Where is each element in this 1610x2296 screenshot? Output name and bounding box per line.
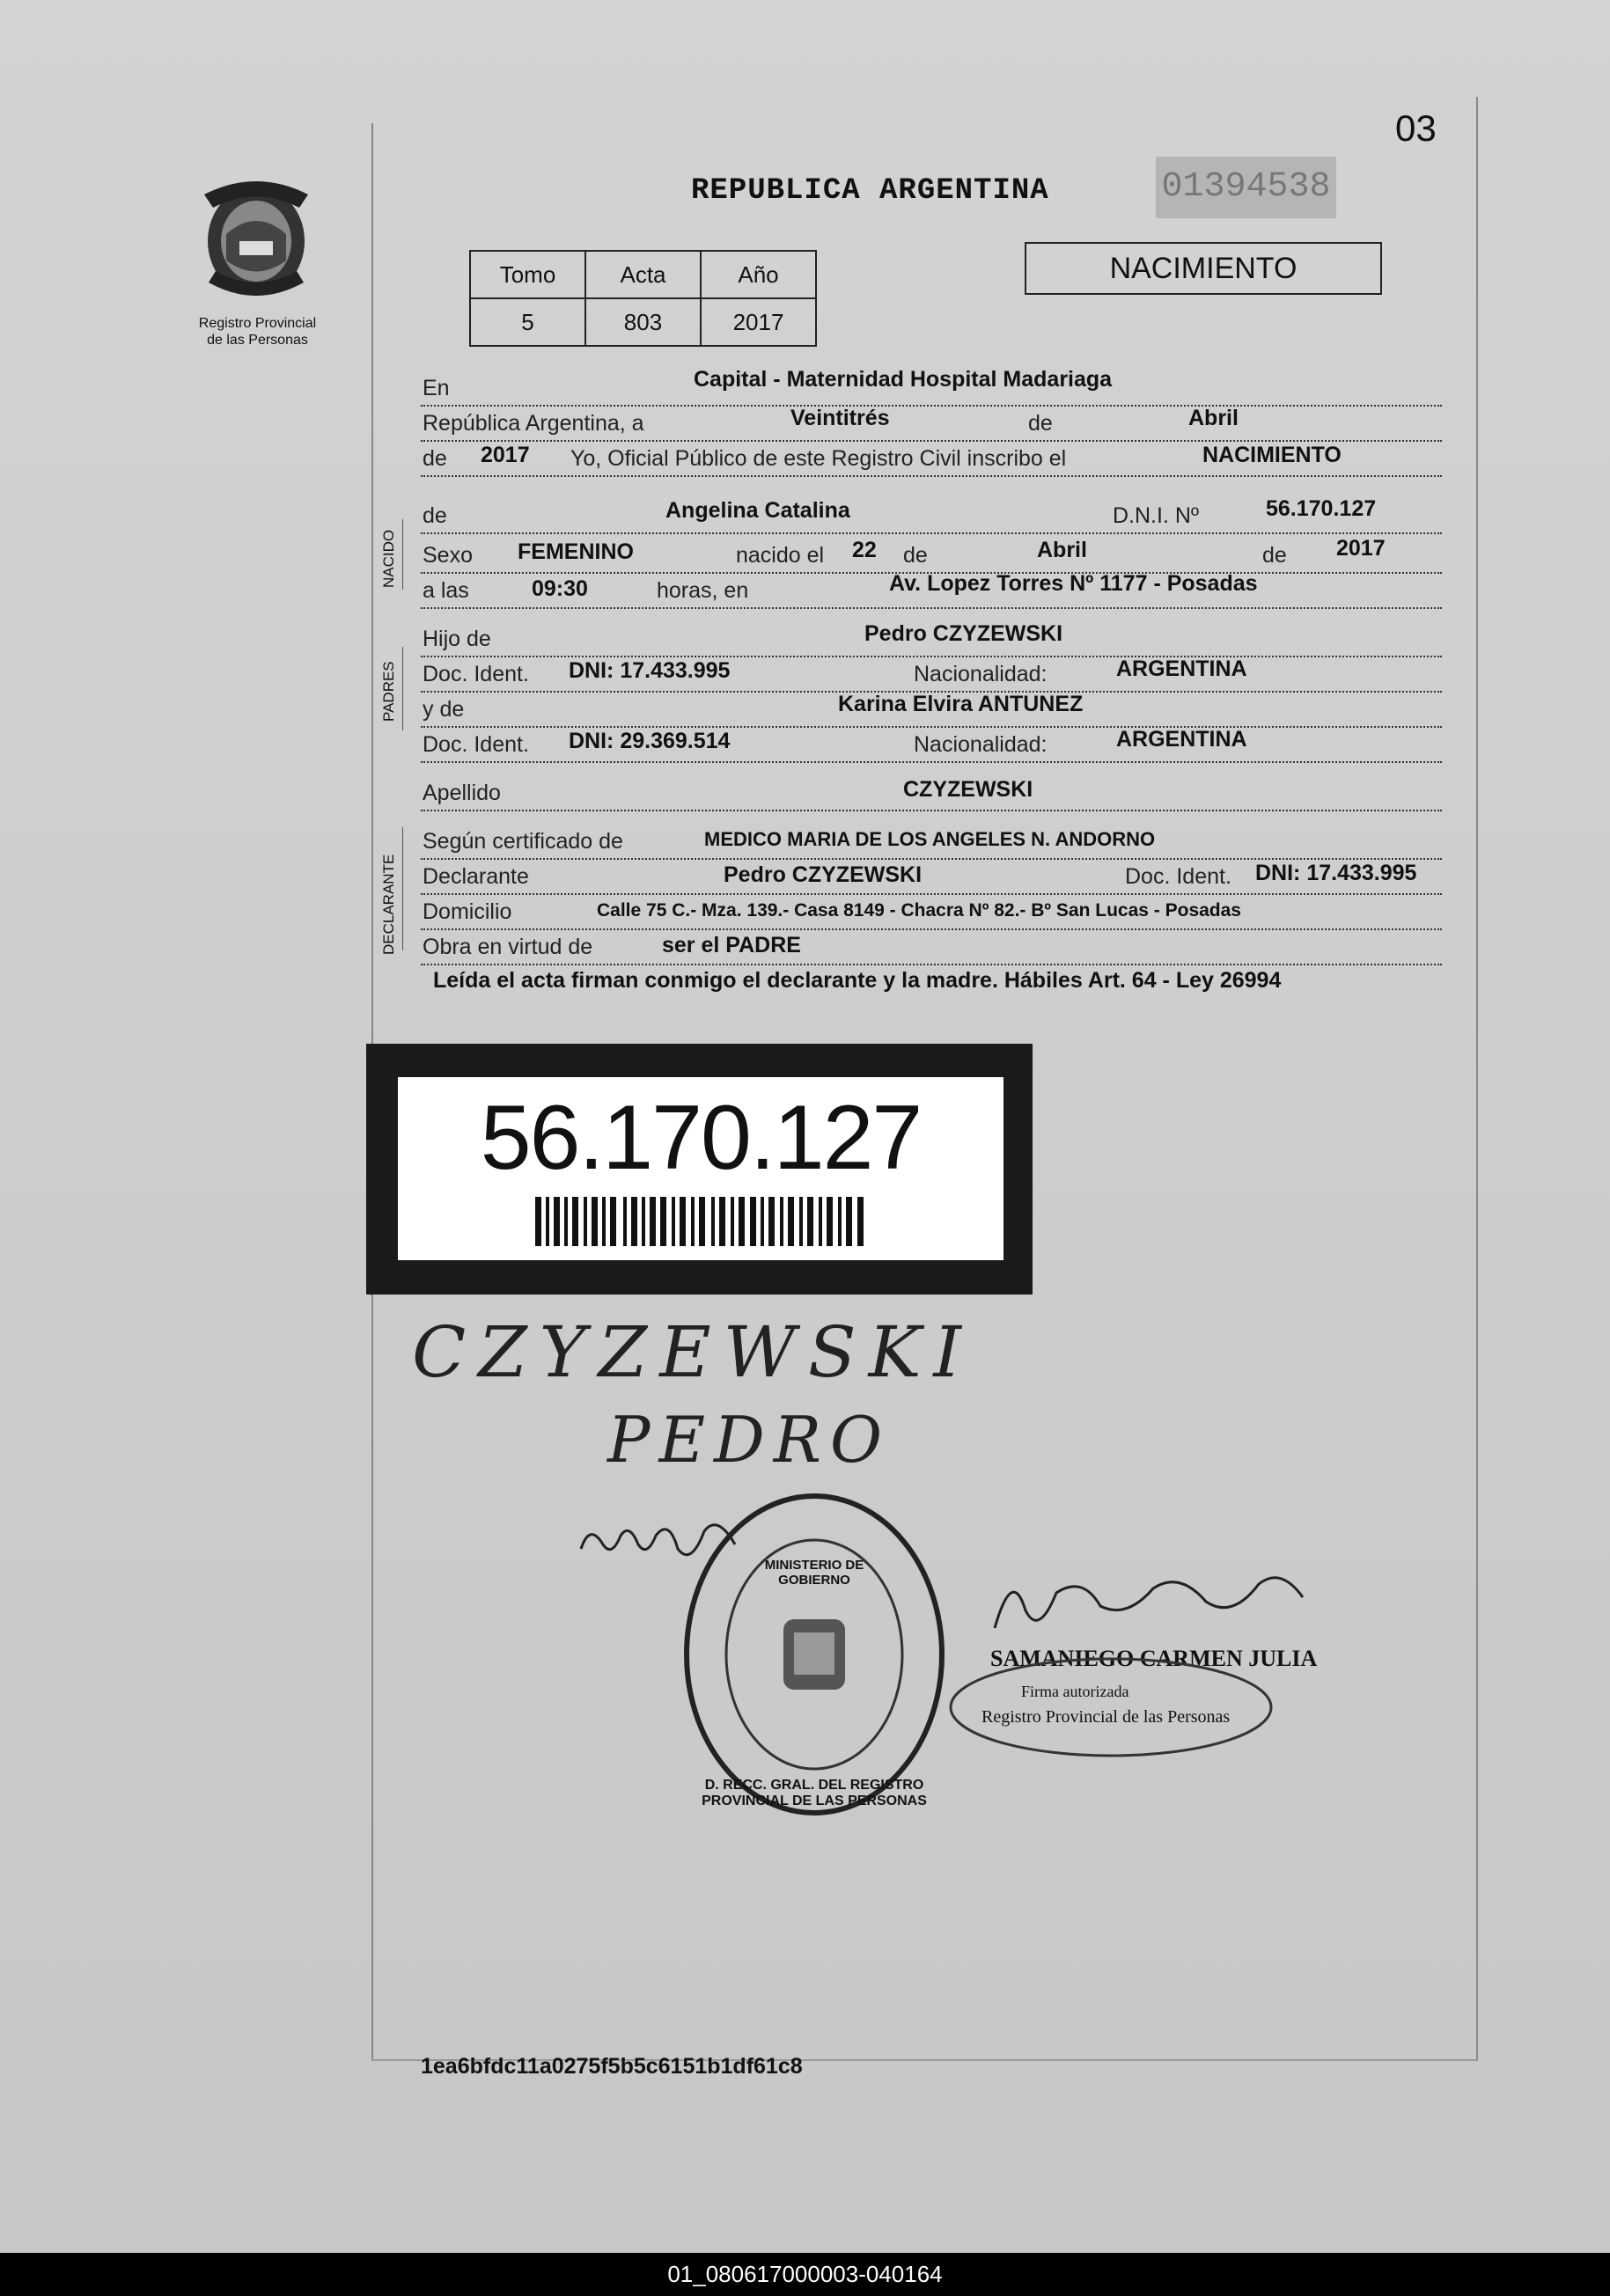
provincia-emblem-icon (195, 172, 317, 304)
alas-label: a las (423, 578, 469, 603)
barcode-panel (398, 1077, 1003, 1260)
nombre-value: Angelina Catalina (665, 498, 850, 523)
padre-value: Pedro CZYZEWSKI (864, 621, 1063, 646)
row-obra (421, 928, 1442, 965)
padre-doc-label: Doc. Ident. (423, 662, 529, 686)
row-madre-doc (421, 726, 1442, 763)
row-apellido (421, 774, 1442, 811)
hijo-label: Hijo de (423, 627, 491, 651)
frame-right-line (1476, 97, 1478, 2059)
horas-en-label: horas, en (657, 578, 749, 603)
madre-doc-label: Doc. Ident. (423, 732, 529, 757)
document-hash: 1ea6bfdc11a0275f5b5c6151b1df61c8 (421, 2054, 803, 2079)
padres-divider (402, 647, 403, 730)
row-declarante (421, 858, 1442, 895)
sexo-value: FEMENINO (518, 539, 634, 564)
nacido-label: nacido el (736, 543, 825, 568)
table-value-anio: 2017 (701, 298, 816, 346)
handwritten-surname: CZYZEWSKI (412, 1311, 974, 1393)
de-label-2: de (423, 446, 447, 471)
obra-value: ser el PADRE (662, 933, 801, 957)
nac-mes-value: Abril (1037, 538, 1087, 562)
madre-nac-label: Nacionalidad: (914, 732, 1048, 757)
declarante-doc-label: Doc. Ident. (1125, 864, 1231, 889)
declarante-value: Pedro CZYZEWSKI (724, 862, 923, 887)
certificado-value: MEDICO MARIA DE LOS ANGELES N. ANDORNO (704, 828, 1156, 850)
apellido-value: CZYZEWSKI (903, 777, 1033, 802)
row-padre-doc (421, 656, 1442, 693)
table-value-acta: 803 (585, 298, 701, 346)
row-en (421, 367, 1442, 407)
table-header-acta: Acta (585, 251, 701, 298)
segun-label: Según certificado de (423, 829, 623, 854)
table-value-tomo: 5 (470, 298, 585, 346)
declarante-divider (402, 827, 403, 950)
padre-nac-label: Nacionalidad: (914, 662, 1048, 686)
lugar-value: Capital - Maternidad Hospital Madariaga (694, 367, 1113, 392)
registro-label-line2: de las Personas (207, 333, 308, 348)
de-label-1: de (1028, 411, 1053, 436)
domicilio-label: Domicilio (423, 899, 512, 924)
madre-nac-value: ARGENTINA (1116, 727, 1247, 752)
obra-label: Obra en virtud de (423, 935, 593, 959)
seal-outer-text: D. RECC. GRAL. DEL REGISTRO PROVINCIAL DE LAS PERSONAS (702, 1778, 927, 1808)
row-oficial (421, 440, 1442, 477)
dia-texto-value: Veintitrés (790, 406, 890, 430)
barcode-label (366, 1044, 1033, 1295)
serial-stamp: 01394538 (1156, 157, 1336, 218)
closing-note: Leída el acta firman conmigo el declarante y la madre. Hábiles Art. 64 - Ley 26994 (433, 968, 1282, 993)
footer-id: 01_080617000003-040164 (0, 2253, 1610, 2296)
document-title: REPUBLICA ARGENTINA (691, 174, 1049, 208)
side-label-padres: PADRES (380, 661, 397, 722)
signature-oficial-icon (977, 1558, 1320, 1646)
act-type-box: NACIMIENTO (1025, 242, 1382, 295)
official-seal-icon (678, 1487, 951, 1822)
mes-value: Abril (1188, 406, 1239, 430)
domicilio-value: Calle 75 C.- Mza. 139.- Casa 8149 - Chacra Nº 82.- Bº San Lucas - Posadas (597, 900, 1241, 921)
lugar-nac-value: Av. Lopez Torres Nº 1177 - Posadas (889, 571, 1258, 596)
apellido-label: Apellido (423, 781, 501, 805)
hora-value: 09:30 (532, 576, 588, 601)
row-madre (421, 691, 1442, 728)
yde-label: y de (423, 697, 465, 722)
madre-value: Karina Elvira ANTUNEZ (838, 692, 1084, 716)
dni-label: D.N.I. Nº (1113, 503, 1200, 528)
tomo-acta-table (469, 250, 817, 347)
madre-doc-value: DNI: 29.369.514 (569, 729, 731, 753)
row-nombre (421, 497, 1442, 534)
sexo-label: Sexo (423, 543, 473, 568)
padre-doc-value: DNI: 17.433.995 (569, 658, 731, 683)
authorized-name: SAMANIEGO CARMEN JULIA (990, 1646, 1318, 1671)
authorized-line1: Firma autorizada (1021, 1683, 1129, 1700)
anio-value: 2017 (481, 443, 530, 467)
declarante-doc-value: DNI: 17.433.995 (1255, 861, 1417, 885)
inscribe-value: NACIMIENTO (1202, 443, 1342, 467)
side-label-nacido: NACIDO (380, 529, 397, 588)
table-header-tomo: Tomo (470, 251, 585, 298)
row-domicilio (421, 893, 1442, 930)
row-republica (421, 405, 1442, 442)
nac-anio-value: 2017 (1336, 536, 1386, 561)
registro-label-line1: Registro Provincial (198, 316, 317, 331)
row-sexo (421, 537, 1442, 574)
de-label-5: de (1262, 543, 1287, 568)
row-hijo (421, 620, 1442, 657)
seal-inner-text: MINISTERIO DE GOBIERNO (764, 1558, 864, 1588)
side-label-declarante: DECLARANTE (380, 854, 397, 955)
dni-value: 56.170.127 (1266, 496, 1377, 521)
handwritten-name: PEDRO (607, 1403, 891, 1477)
nac-dia-value: 22 (852, 538, 877, 562)
nacido-divider (402, 519, 403, 590)
barcode-number: 56.170.127 (480, 1087, 922, 1189)
declarante-label: Declarante (423, 864, 529, 889)
de-label-4: de (903, 543, 928, 568)
table-header-anio: Año (701, 251, 816, 298)
page-number: 03 (1395, 107, 1437, 149)
row-hora (421, 572, 1442, 609)
barcode-icon (535, 1197, 866, 1246)
registro-label (176, 315, 339, 348)
republica-label: República Argentina, a (423, 411, 644, 436)
oficial-text: Yo, Oficial Público de este Registro Civil inscribo el (570, 446, 1067, 471)
de-label-3: de (423, 503, 447, 528)
en-label: En (423, 376, 450, 400)
authorized-line2: Registro Provincial de las Personas (981, 1707, 1231, 1727)
padre-nac-value: ARGENTINA (1116, 657, 1247, 681)
row-certificado (421, 823, 1442, 860)
